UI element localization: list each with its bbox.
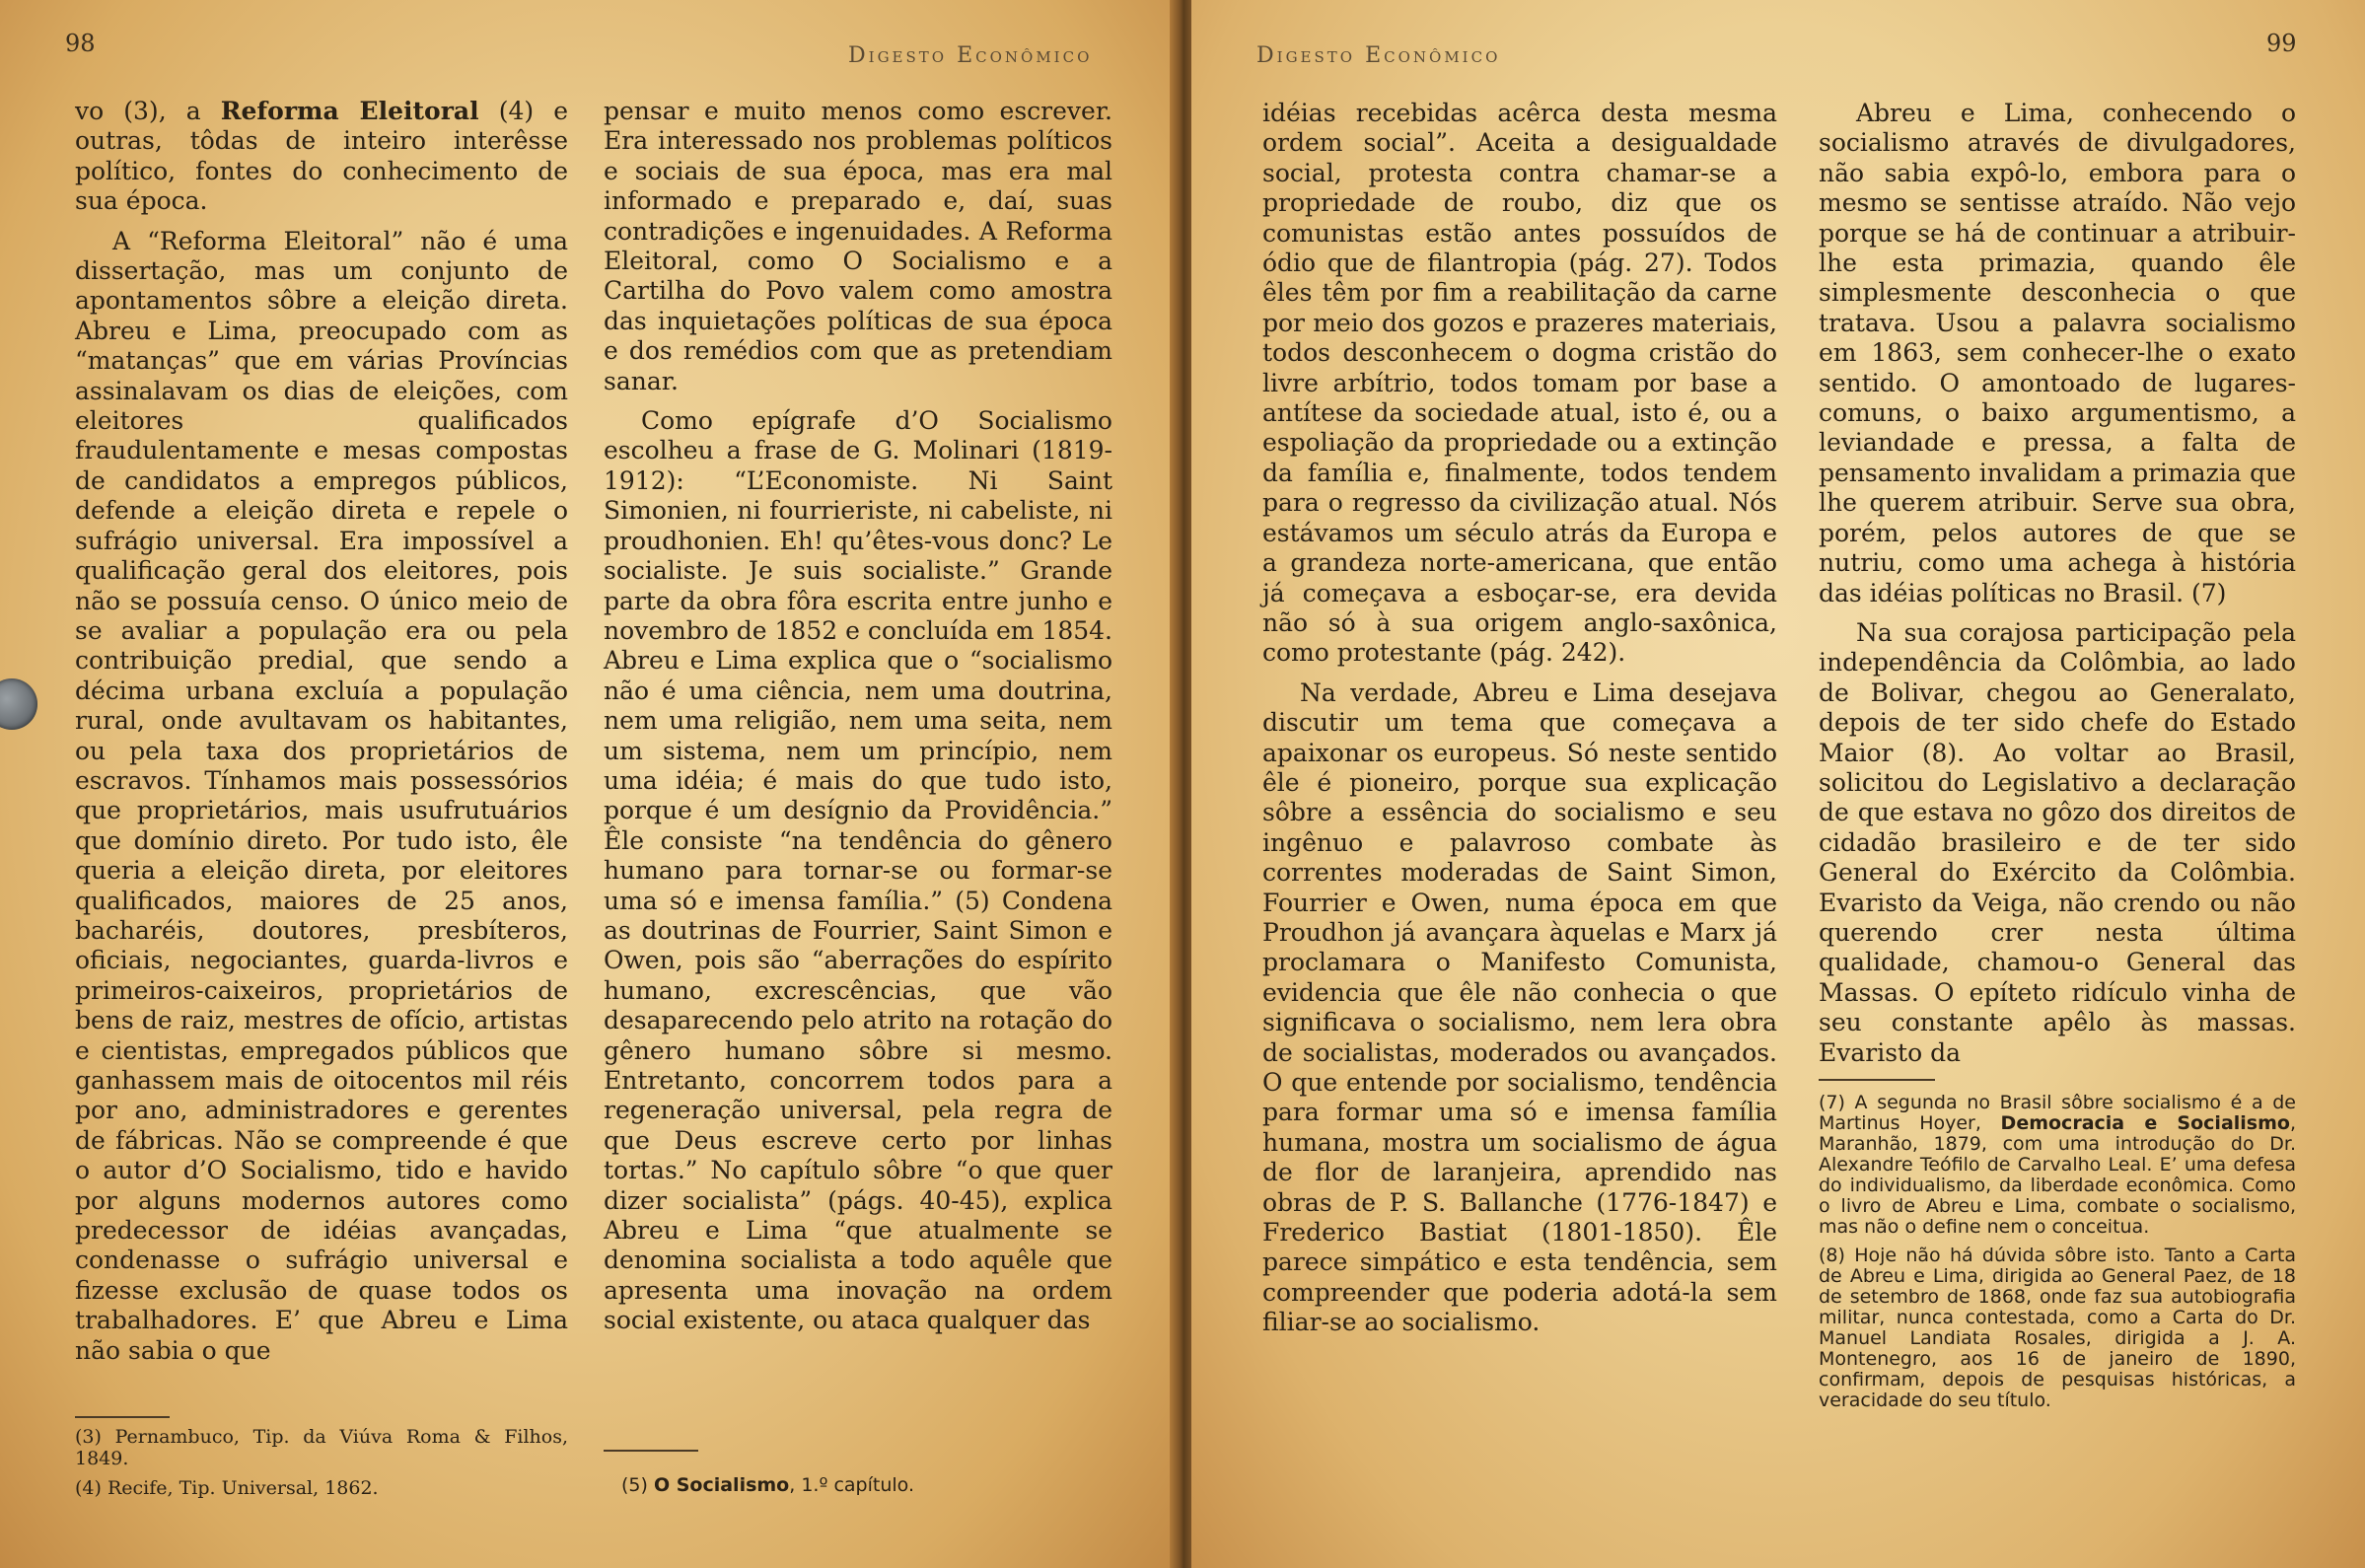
footnote-5: (5) O Socialismo, 1.º capítulo. xyxy=(621,1474,914,1496)
footnote-3: (3) Pernambuco, Tip. da Viúva Roma & Filhos, 1849. xyxy=(75,1426,568,1469)
page-number-right: 99 xyxy=(2266,30,2297,57)
left-column-2 xyxy=(604,97,1112,1336)
footnote-7: (7) A segunda no Brasil sôbre socialismo é a de Martinus Hoyer, Democracia e Socialismo, Maranhão, 1879, com uma introdução do Dr. Alexandre Teófilo de Carvalho Leal. E’ uma defesa do individualismo, da liberdade econômica. Como o livro de Abreu e Lima, combate o socialismo, mas não o define nem o conceitua. xyxy=(1819,1092,2296,1238)
footnotes-left-col1 xyxy=(75,1426,568,1507)
paragraph: Na verdade, Abreu e Lima desejava discutir um tema que começava a apaixonar os europeus. Só neste sentido êle é pioneiro, porque sua explicação sôbre a essência do socialismo e seu ingênuo e palavroso combate às correntes moderadas de Saint Simon, Fourrier e Owen, numa época em que Proudhon já avançara àquelas e Marx já proclamara o Manifesto Comunista, evidencia que êle não conhecia o que significava o socialismo, nem lera obra de socialistas, moderados ou avançados. O que entende por socialismo, tendência para formar uma só e imensa família humana, mostra um socialismo de água de flor de laranjeira, aprendido nas obras de P. S. Ballanche (1776-1847) e Frederico Bastiat (1801-1850). Êle parece simpático e esta tendência, sem compreender que poderia adotá-la sem filiar-se ao socialismo. xyxy=(1262,677,1777,1337)
binding-hole xyxy=(0,678,37,730)
running-head-right: Digesto Econômico xyxy=(1256,43,1501,68)
footnote-8: (8) Hoje não há dúvida sôbre isto. Tanto a Carta de Abreu e Lima, dirigida ao General Paez, de 18 de setembro de 1868, onde faz sua autobiografia militar, nunca contestada, como a Carta do Dr. Manuel Landiata Rosales, dirigida a J. A. Montenegro, aos 16 de janeiro de 1890, confirmam, depois de pesquisas históricas, a veracidade do seu título. xyxy=(1819,1245,2296,1411)
paragraph: Na sua corajosa participação pela independência da Colômbia, ao lado de Bolivar, chegou ao Generalato, depois de ter sido chefe do Estado Maior (8). Ao voltar ao Brasil, solicitou do Legislativo a declaração de que estava no gôzo dos direitos de cidadão brasileiro e de ter sido General do Exército da Colômbia. Evaristo da Veiga, não crendo ou não querendo crer nesta última qualidade, chamou-o General das Massas. O epíteto ridículo vinha de seu constante apêlo às massas. Evaristo da xyxy=(1819,617,2296,1067)
footnote-rule xyxy=(604,1450,698,1452)
right-column-1 xyxy=(1262,99,1777,1338)
footnote-rule xyxy=(1819,1079,1935,1081)
paragraph: pensar e muito menos como escrever. Era interessado nos problemas políticos e sociais de sua época, mas era mal informado e preparado e, daí, suas contradições e ingenuidades. A Reforma Eleitoral, como O Socialismo e a Cartilha do Povo valem como amostra das inquietações políticas de sua época e dos remédios com que as pretendiam sanar. xyxy=(604,97,1112,395)
left-column-1 xyxy=(75,97,568,1366)
right-column-2 xyxy=(1819,99,2296,1068)
paragraph: Abreu e Lima, conhecendo o socialismo através de divulgadores, não sabia expô-lo, embora para o mesmo se sentisse atraído. Não vejo porque se há de continuar a atribuir-lhe esta primazia, quando êle simplesmente desconhecia o que tratava. Usou a palavra socialismo em 1863, sem conhecer-lhe o exato sentido. O amontoado de lugares-comuns, o baixo argumentismo, a leviandade e pressa, a falta de pensamento invalidam a primazia que lhe querem atribuir. Serve sua obra, porém, pelos autores de que se nutriu, como uma achega à história das idéias políticas no Brasil. (7) xyxy=(1819,99,2296,607)
page-number-left: 98 xyxy=(65,30,96,57)
paragraph: vo (3), a Reforma Eleitoral (4) e outras, tôdas de inteiro interêsse político, fontes do conhecimento de sua época. xyxy=(75,97,569,216)
running-head-left: Digesto Econômico xyxy=(848,43,1093,68)
footnotes-left-col2 xyxy=(621,1475,1114,1504)
paragraph: idéias recebidas acêrca desta mesma ordem social”. Aceita a desigualdade social, protesta contra chamar-se a propriedade de roubo, diz que os comunistas estão antes possuídos de ódio que de filantropia (pág. 27). Todos êles têm por fim a reabilitação da carne por meio dos gozos e prazeres materiais, todos desconhecem o dogma cristão do livre arbítrio, todos tomam por base a antítese da sociedade atual, isto é, ou a espoliação da propriedade ou a extinção da família e, finalmente, todos tendem para o regresso da civilização atual. Nós estávamos um século atrás da Europa e a grandeza norte-americana, que então já começava a esboçar-se, era devida não só à sua origem anglo-saxônica, como protestante (pág. 242). xyxy=(1262,99,1777,668)
paragraph: A “Reforma Eleitoral” não é uma dissertação, mas um conjunto de apontamentos sôbre a eleição direta. Abreu e Lima, preocupado com as “matanças” que em várias Províncias assinalavam os dias de eleições, com eleitores qualificados fraudulentamente e mesas compostas de candidatos a empregos públicos, defende a eleição direta e repele o sufrágio universal. Era impossível a qualificação geral dos eleitores, pois não se possuía censo. O único meio de se avaliar a população era ou pela contribuição predial, que sendo a décima urbana excluía a população rural, onde avultavam os habitantes, ou pela taxa dos proprietários de escravos. Tínhamos mais possessórios que proprietários, mais usufrutuários que domínio direto. Por tudo isto, êle queria a eleição direta, por eleitores qualificados, maiores de 25 anos, bacharéis, doutores, presbíteros, oficiais, negociantes, guarda-livros e primeiros-caixeiros, proprietários de bens de raiz, mestres de ofício, artistas e cientistas, empregados públicos que ganhassem mais de oitocentos mil réis por ano, administradores e gerentes de fábricas. Não se compreende é que o autor d’O Socialismo, tido e havido por alguns modernos autores como predecessor de idéias avançadas, condenasse o sufrágio universal e fizesse exclusão de quase todos os trabalhadores. E’ que Abreu e Lima não sabia o que xyxy=(75,226,568,1365)
footnotes-right-col2 xyxy=(1819,1093,2296,1419)
right-page xyxy=(1191,0,2365,1568)
paragraph: Como epígrafe d’O Socialismo escolheu a frase de G. Molinari (1819-1912): “L’Economiste. Ni Saint Simonien, ni fourrieriste, ni cabeliste, ni proudhonien. Eh! qu’êtes-vous donc? Le socialiste. Je suis socialiste.” Grande parte da obra fôra escrita entre junho e novembro de 1852 e concluída em 1854. Abreu e Lima explica que o “socialismo não é uma ciência, nem uma doutrina, nem uma religião, nem uma seita, nem um sistema, nem um princípio, nem uma idéia; é mais do que tudo isto, porque é um desígnio da Providência.” Êle consiste “na tendência do gênero humano para tornar-se ou formar-se uma só e imensa família.” (5) Condena as doutrinas de Fourrier, Saint Simon e Owen, pois são “aberrações do espírito humano, excrescências, que vão desaparecendo pelo atrito na rotação do gênero humano sôbre si mesmo. Entretanto, concorrem todos para a regeneração universal, pela regra de que Deus escreve certo por linhas tortas.” No capítulo sôbre “o que quer dizer socialista” (págs. 40-45), explica Abreu e Lima “que atualmente se denomina socialista a todo aquêle que apresenta uma inovação na ordem social existente, ou ataca qualquer das xyxy=(604,406,1112,1335)
footnote-4: (4) Recife, Tip. Universal, 1862. xyxy=(75,1477,379,1499)
left-page xyxy=(0,0,1174,1568)
footnote-rule xyxy=(75,1416,170,1418)
